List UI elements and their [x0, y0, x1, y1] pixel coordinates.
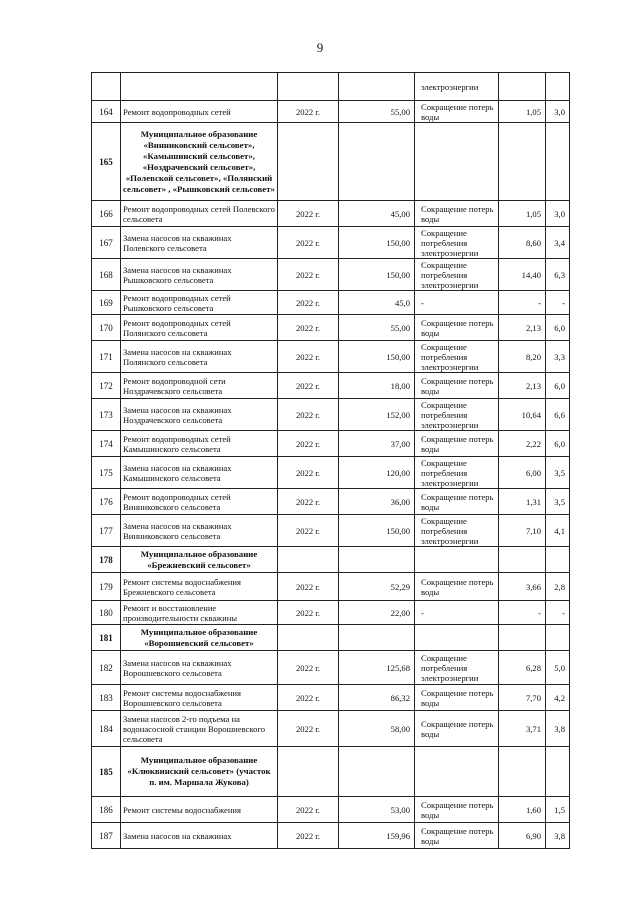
effect-cell: Сокращение потерь воды [415, 431, 499, 457]
row-number: 166 [92, 201, 121, 227]
cost-cell: 125,68 [339, 651, 415, 685]
cost-cell [339, 625, 415, 651]
row-number: 174 [92, 431, 121, 457]
table-row [92, 101, 570, 123]
value2-cell: - [546, 291, 570, 315]
table-row [92, 601, 570, 625]
row-number [92, 73, 121, 101]
effect-cell [415, 547, 499, 573]
value2-cell: 3,5 [546, 457, 570, 489]
measure-name: Ремонт водопроводных сетей Винниковского сельсовета [121, 489, 278, 515]
row-number: 175 [92, 457, 121, 489]
row-number: 170 [92, 315, 121, 341]
value1-cell: 2,13 [499, 373, 546, 399]
value1-cell: 7,10 [499, 515, 546, 547]
value1-cell [499, 547, 546, 573]
group-row [92, 625, 570, 651]
effect-cell: Сокращение потерь воды [415, 489, 499, 515]
row-number: 179 [92, 573, 121, 601]
value2-cell: 3,4 [546, 227, 570, 259]
cost-cell: 86,32 [339, 685, 415, 711]
value1-cell [499, 747, 546, 797]
cost-cell: 150,00 [339, 259, 415, 291]
value2-cell [546, 747, 570, 797]
table-row [92, 291, 570, 315]
measure-name: Замена насосов на скважинах Полянского сельсовета [121, 341, 278, 373]
value1-cell: 7,70 [499, 685, 546, 711]
table-row [92, 373, 570, 399]
year-cell: 2022 г. [278, 823, 339, 849]
effect-cell: Сокращение потребления электроэнергии [415, 259, 499, 291]
cost-cell: 55,00 [339, 101, 415, 123]
year-cell: 2022 г. [278, 601, 339, 625]
table-row [92, 711, 570, 747]
year-cell: 2022 г. [278, 291, 339, 315]
cost-cell: 18,00 [339, 373, 415, 399]
table-row [92, 259, 570, 291]
effect-cell: Сокращение потребления электроэнергии [415, 457, 499, 489]
cost-cell: 37,00 [339, 431, 415, 457]
year-cell: 2022 г. [278, 431, 339, 457]
measures-table [91, 72, 570, 849]
effect-cell: Сокращение потерь воды [415, 685, 499, 711]
effect-cell: Сокращение потребления электроэнергии [415, 399, 499, 431]
value2-cell: 6,0 [546, 373, 570, 399]
measure-name: Замена насосов на скважинах [121, 823, 278, 849]
row-number: 171 [92, 341, 121, 373]
effect-cell: Сокращение потерь воды [415, 201, 499, 227]
year-cell: 2022 г. [278, 651, 339, 685]
value2-cell: 4,2 [546, 685, 570, 711]
table-row [92, 315, 570, 341]
year-cell: 2022 г. [278, 341, 339, 373]
year-cell: 2022 г. [278, 227, 339, 259]
effect-cell [415, 747, 499, 797]
year-cell: 2022 г. [278, 685, 339, 711]
cost-cell: 45,0 [339, 291, 415, 315]
value2-cell [546, 625, 570, 651]
cost-cell: 150,00 [339, 227, 415, 259]
row-number: 186 [92, 797, 121, 823]
table-row [92, 431, 570, 457]
measure-name: Ремонт системы водоснабжения Ворошневского сельсовета [121, 685, 278, 711]
cost-cell: 159,96 [339, 823, 415, 849]
measure-name: Ремонт водопроводных сетей Камышинского сельсовета [121, 431, 278, 457]
value2-cell: 3,8 [546, 711, 570, 747]
table-row [92, 201, 570, 227]
measure-name: Муниципальное образование «Винниковский сельсовет», «Камышинский сельсовет», «Ноздрачевский сельсовет», «Полевской сельсовет», «Полянский сельсовет» , «Рышковский сельсовет» [121, 123, 278, 201]
row-number: 167 [92, 227, 121, 259]
effect-cell: Сокращение потребления электроэнергии [415, 227, 499, 259]
year-cell: 2022 г. [278, 399, 339, 431]
measure-name: Замена насосов на скважинах Камышинского сельсовета [121, 457, 278, 489]
value1-cell: 2,13 [499, 315, 546, 341]
table-row [92, 399, 570, 431]
year-cell: 2022 г. [278, 457, 339, 489]
row-number: 183 [92, 685, 121, 711]
year-cell [278, 547, 339, 573]
measure-name: Ремонт водопроводных сетей Полянского сельсовета [121, 315, 278, 341]
value1-cell [499, 625, 546, 651]
value2-cell: 1,5 [546, 797, 570, 823]
cost-cell: 22,00 [339, 601, 415, 625]
measure-name: Замена насосов на скважинах Ноздрачевского сельсовета [121, 399, 278, 431]
value1-cell: 3,71 [499, 711, 546, 747]
table-row [92, 515, 570, 547]
effect-cell: Сокращение потребления электроэнергии [415, 651, 499, 685]
row-number: 177 [92, 515, 121, 547]
effect-cell [415, 625, 499, 651]
effect-cell: - [415, 601, 499, 625]
value2-cell: 3,3 [546, 341, 570, 373]
year-cell: 2022 г. [278, 711, 339, 747]
value1-cell: 14,40 [499, 259, 546, 291]
measure-name: Ремонт и восстановление производительности скважины [121, 601, 278, 625]
value1-cell: 8,60 [499, 227, 546, 259]
value2-cell: 4,1 [546, 515, 570, 547]
year-cell: 2022 г. [278, 373, 339, 399]
row-number: 178 [92, 547, 121, 573]
year-cell [278, 747, 339, 797]
year-cell [278, 123, 339, 201]
measure-name: Муниципальное образование «Брежневский сельсовет» [121, 547, 278, 573]
value1-cell: 1,05 [499, 101, 546, 123]
value2-cell: 3,5 [546, 489, 570, 515]
value2-cell: 2,8 [546, 573, 570, 601]
table-row [92, 227, 570, 259]
effect-cell: Сокращение потерь воды [415, 797, 499, 823]
value1-cell: - [499, 601, 546, 625]
effect-cell [415, 123, 499, 201]
year-cell: 2022 г. [278, 101, 339, 123]
group-row [92, 747, 570, 797]
effect-cell: Сокращение потребления электроэнергии [415, 341, 499, 373]
table-row [92, 573, 570, 601]
measure-name: Замена насосов 2-го подъема на водонасосной станции Ворошневского сельсовета [121, 711, 278, 747]
effect-cell: Сокращение потерь воды [415, 711, 499, 747]
row-number: 164 [92, 101, 121, 123]
cost-cell: 150,00 [339, 515, 415, 547]
year-cell [278, 625, 339, 651]
value1-cell: 10,64 [499, 399, 546, 431]
value2-cell: 3,0 [546, 201, 570, 227]
value1-cell: 1,60 [499, 797, 546, 823]
table-row [92, 457, 570, 489]
year-cell: 2022 г. [278, 573, 339, 601]
year-cell: 2022 г. [278, 259, 339, 291]
row-number: 181 [92, 625, 121, 651]
value2-cell: - [546, 601, 570, 625]
year-cell [278, 73, 339, 101]
measure-name: Ремонт системы водоснабжения [121, 797, 278, 823]
effect-cell: Сокращение потерь воды [415, 315, 499, 341]
table-row [92, 489, 570, 515]
table-row [92, 797, 570, 823]
row-number: 168 [92, 259, 121, 291]
value2-cell: 6,0 [546, 315, 570, 341]
value1-cell: 1,05 [499, 201, 546, 227]
row-number: 180 [92, 601, 121, 625]
row-number: 169 [92, 291, 121, 315]
row-number: 173 [92, 399, 121, 431]
year-cell: 2022 г. [278, 315, 339, 341]
value2-cell: 6,3 [546, 259, 570, 291]
value1-cell: - [499, 291, 546, 315]
value1-cell [499, 123, 546, 201]
measure-name: Муниципальное образование «Клюквинский сельсовет» (участок п. им. Маршала Жукова) [121, 747, 278, 797]
year-cell: 2022 г. [278, 489, 339, 515]
measure-name: Муниципальное образование «Ворошневский сельсовет» [121, 625, 278, 651]
row-number: 165 [92, 123, 121, 201]
table-row [92, 823, 570, 849]
value1-cell: 3,66 [499, 573, 546, 601]
cost-cell: 53,00 [339, 797, 415, 823]
value2-cell [546, 547, 570, 573]
measure-name: Ремонт водопроводных сетей Полевского сельсовета [121, 201, 278, 227]
value2-cell [546, 73, 570, 101]
row-number: 185 [92, 747, 121, 797]
value2-cell: 6,6 [546, 399, 570, 431]
value2-cell: 6,0 [546, 431, 570, 457]
measure-name: Ремонт водопроводных сетей Рышковского сельсовета [121, 291, 278, 315]
measure-name: Замена насосов на скважинах Винниковского сельсовета [121, 515, 278, 547]
table-body [92, 73, 570, 849]
row-number: 172 [92, 373, 121, 399]
cost-cell [339, 123, 415, 201]
effect-cell: Сокращение потерь воды [415, 823, 499, 849]
effect-cell: Сокращение потерь воды [415, 101, 499, 123]
page-number: 9 [316, 40, 324, 55]
measure-name: Замена насосов на скважинах Полевского сельсовета [121, 227, 278, 259]
value1-cell: 6,90 [499, 823, 546, 849]
effect-cell: электроэнергии [415, 73, 499, 101]
value1-cell [499, 73, 546, 101]
cost-cell: 55,00 [339, 315, 415, 341]
cost-cell: 150,00 [339, 341, 415, 373]
effect-cell: - [415, 291, 499, 315]
measure-name [121, 73, 278, 101]
cost-cell: 45,00 [339, 201, 415, 227]
cost-cell: 58,00 [339, 711, 415, 747]
value2-cell: 3,0 [546, 101, 570, 123]
value1-cell: 2,22 [499, 431, 546, 457]
row-number: 176 [92, 489, 121, 515]
measure-name: Ремонт водопроводной сети Ноздрачевского сельсовета [121, 373, 278, 399]
cost-cell: 52,29 [339, 573, 415, 601]
row-number: 184 [92, 711, 121, 747]
effect-cell: Сокращение потерь воды [415, 573, 499, 601]
value1-cell: 6,00 [499, 457, 546, 489]
value2-cell: 3,8 [546, 823, 570, 849]
effect-cell: Сокращение потребления электроэнергии [415, 515, 499, 547]
measure-name: Замена насосов на скважинах Ворошневского сельсовета [121, 651, 278, 685]
year-cell: 2022 г. [278, 515, 339, 547]
table-row [92, 651, 570, 685]
cost-cell [339, 73, 415, 101]
cost-cell [339, 547, 415, 573]
value2-cell [546, 123, 570, 201]
cost-cell: 36,00 [339, 489, 415, 515]
table-row [92, 685, 570, 711]
value2-cell: 5,0 [546, 651, 570, 685]
value1-cell: 8,20 [499, 341, 546, 373]
measure-name: Ремонт водопроводных сетей [121, 101, 278, 123]
cost-cell: 120,00 [339, 457, 415, 489]
row-number: 182 [92, 651, 121, 685]
cost-cell [339, 747, 415, 797]
table-row [92, 341, 570, 373]
row-number: 187 [92, 823, 121, 849]
year-cell: 2022 г. [278, 201, 339, 227]
value1-cell: 1,31 [499, 489, 546, 515]
group-row [92, 123, 570, 201]
value1-cell: 6,28 [499, 651, 546, 685]
measure-name: Ремонт системы водоснабжения Брежневского сельсовета [121, 573, 278, 601]
group-row [92, 547, 570, 573]
measure-name: Замена насосов на скважинах Рышковского сельсовета [121, 259, 278, 291]
effect-cell: Сокращение потерь воды [415, 373, 499, 399]
table-row [92, 73, 570, 101]
year-cell: 2022 г. [278, 797, 339, 823]
cost-cell: 152,00 [339, 399, 415, 431]
